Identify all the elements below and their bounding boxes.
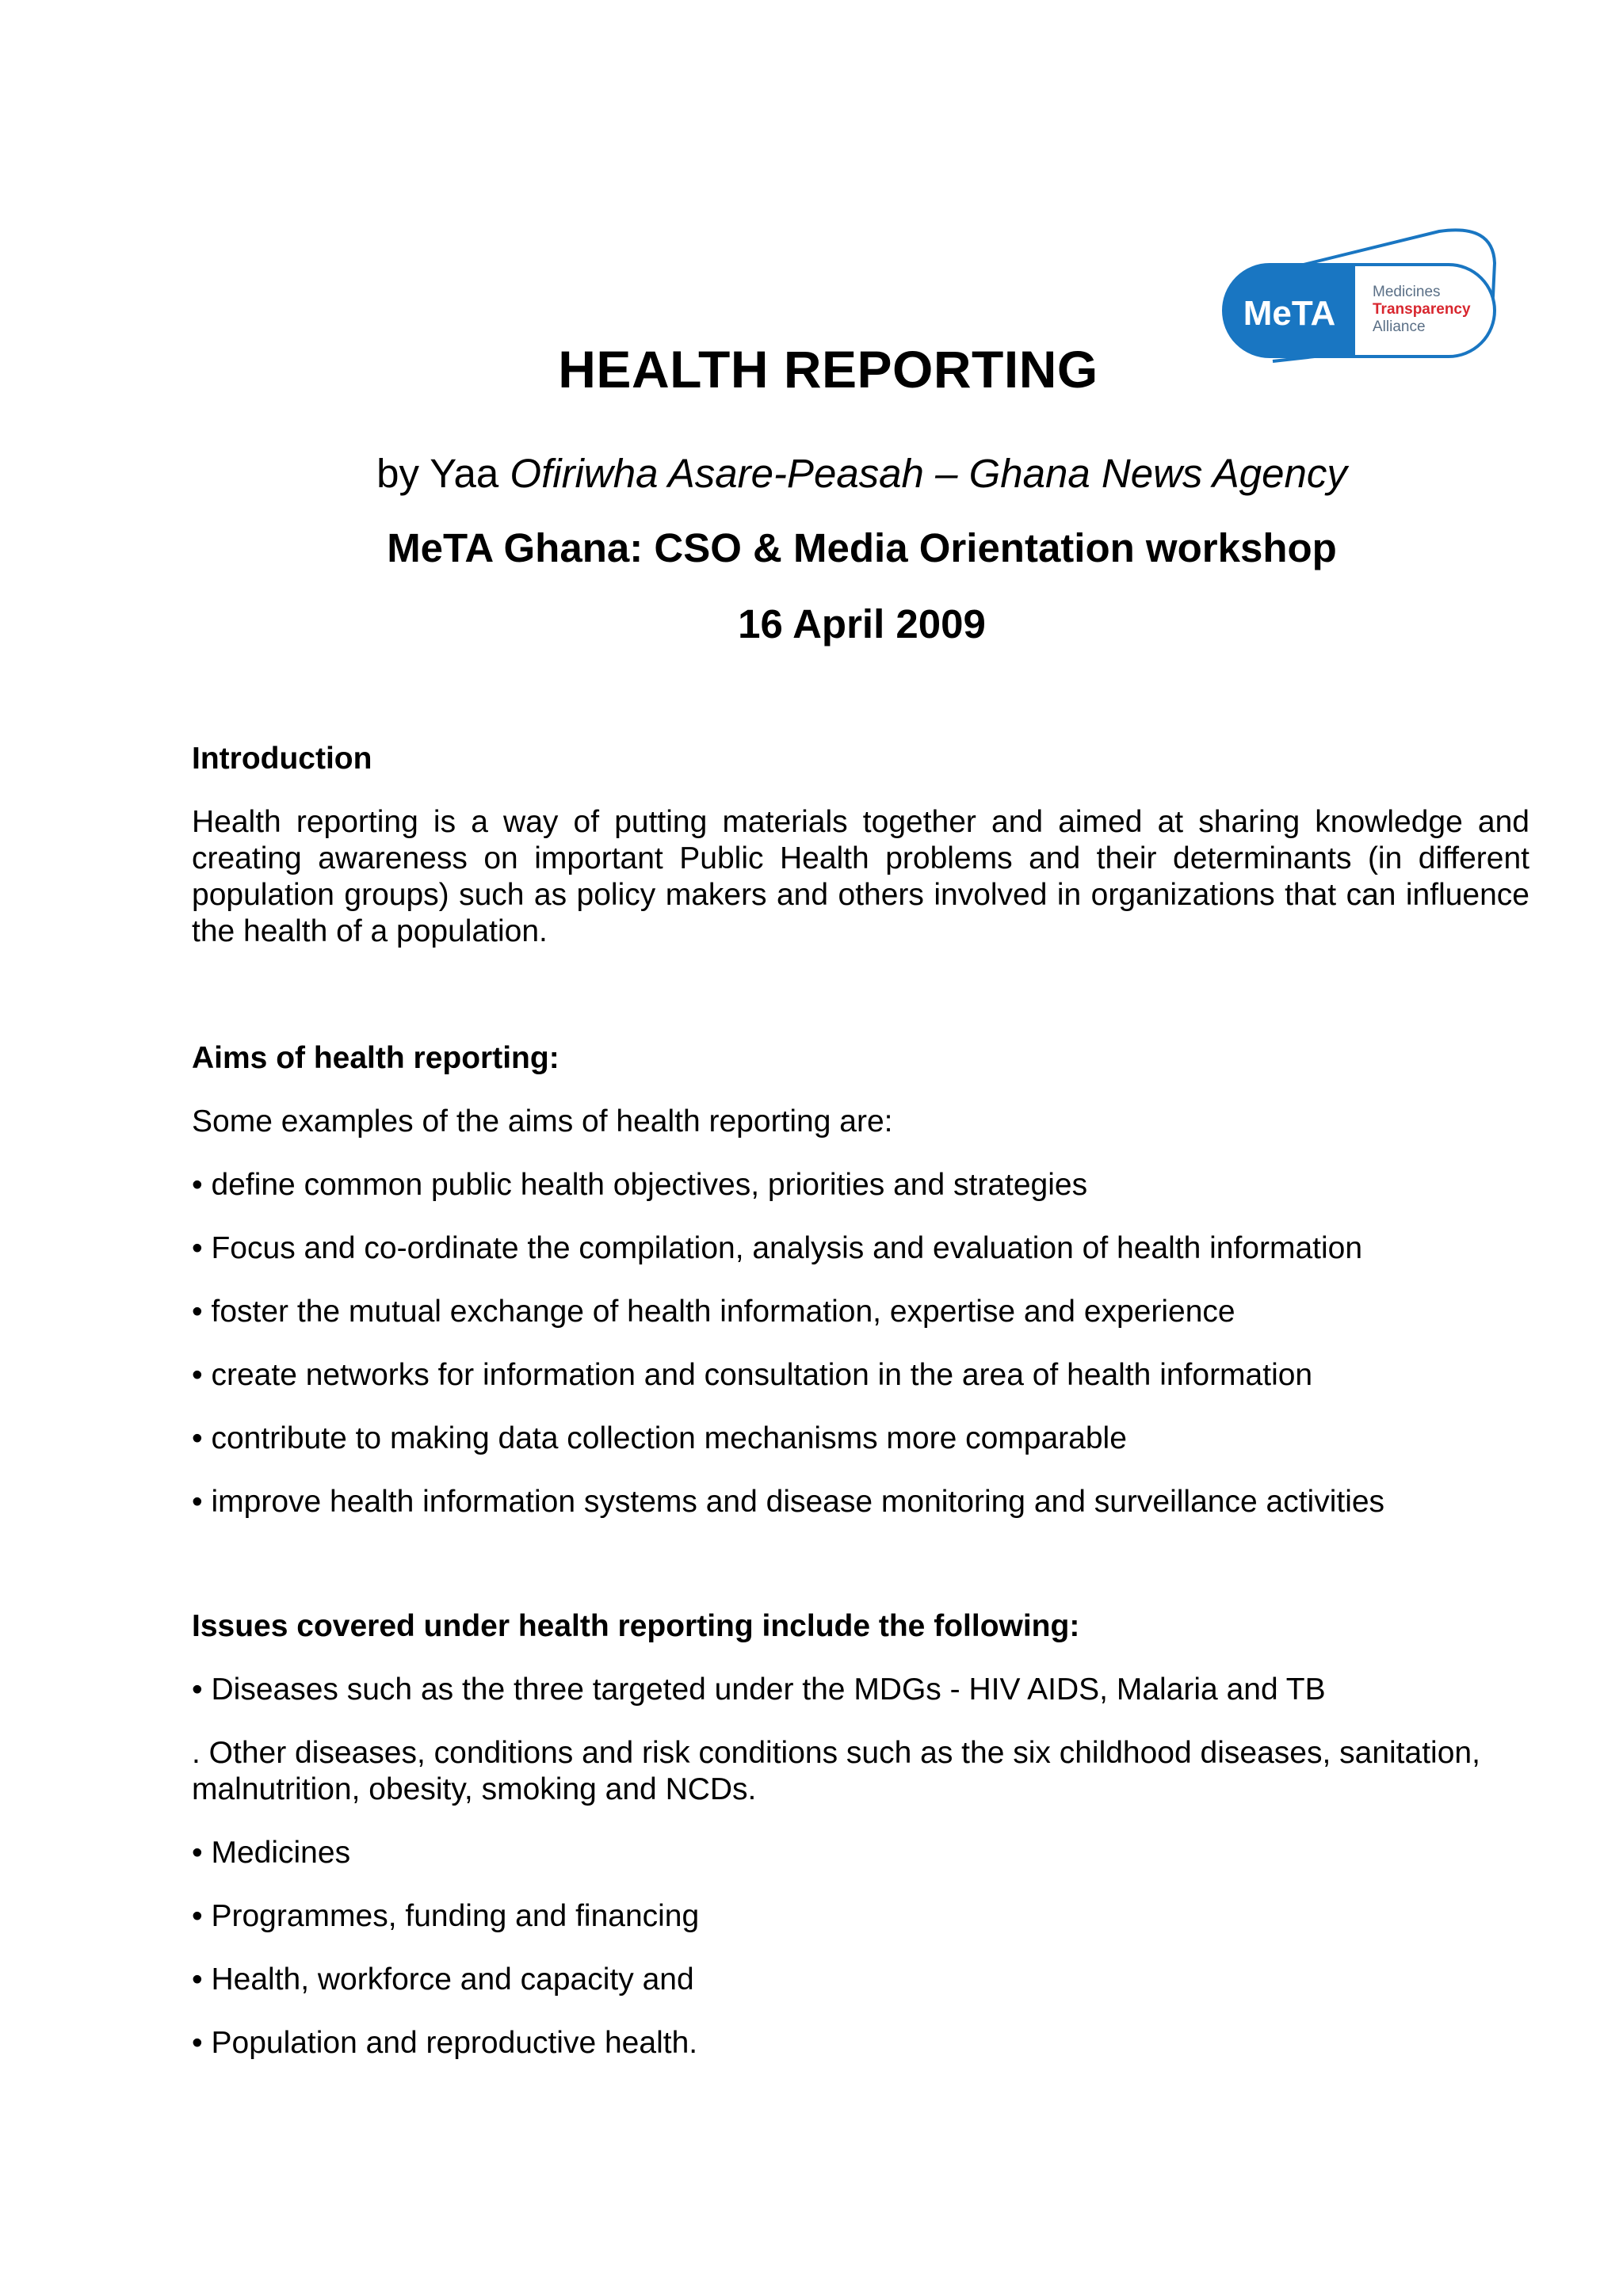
logo-line-alliance: Alliance	[1373, 318, 1426, 335]
page-title: HEALTH REPORTING	[558, 340, 1098, 399]
issues-heading: Issues covered under health reporting include the following:	[192, 1609, 1080, 1643]
document-date: 16 April 2009	[738, 601, 986, 646]
aims-list-item: • Focus and co-ordinate the compilation, analysis and evaluation of health information	[192, 1231, 1363, 1265]
issues-list-item: • Medicines	[192, 1836, 351, 1870]
introduction-heading: Introduction	[192, 742, 372, 776]
aims-heading: Aims of health reporting:	[192, 1041, 559, 1075]
introduction-paragraph: Health reporting is a way of putting materials together and aimed at sharing knowledge and creating awareness on important Public Health problems and their determinants (in different population groups) such as policy makers and others involved in organizations that can influence the health of a population.	[192, 805, 1529, 948]
aims-intro: Some examples of the aims of health reporting are:	[192, 1104, 893, 1138]
aims-list-item: • create networks for information and consultation in the area of health information	[192, 1358, 1313, 1392]
issues-list-item: • Population and reproductive health.	[192, 2026, 698, 2060]
workshop-subtitle: MeTA Ghana: CSO & Media Orientation workshop	[387, 525, 1337, 570]
issues-list-item: • Diseases such as the three targeted under the MDGs - HIV AIDS, Malaria and TB	[192, 1672, 1326, 1707]
byline-author: Ofiriwha Asare-Peasah – Ghana News Agency	[510, 451, 1347, 496]
introduction-section	[192, 741, 1529, 950]
logo-mark-text: MeTA	[1243, 294, 1336, 333]
logo-line-transparency: Transparency	[1373, 301, 1471, 318]
issues-list-item: • Health, workforce and capacity and	[192, 1962, 694, 1997]
aims-list-item: • contribute to making data collection mechanisms more comparable	[192, 1421, 1127, 1455]
issues-list-item: • Programmes, funding and financing	[192, 1899, 700, 1933]
aims-section	[192, 1040, 1529, 1520]
byline	[0, 450, 1623, 497]
byline-prefix: by Yaa	[376, 451, 510, 496]
logo-line-medicines: Medicines	[1373, 284, 1441, 300]
aims-list-item: • foster the mutual exchange of health information, expertise and experience	[192, 1295, 1235, 1329]
issues-list-item: . Other diseases, conditions and risk conditions such as the six childhood diseases, sanitation, malnutrition, obesity, smoking and NCDs.	[192, 1736, 1480, 1806]
aims-list-item: • define common public health objectives, priorities and strategies	[192, 1168, 1088, 1202]
issues-section	[192, 1608, 1529, 2061]
aims-list-item: • improve health information systems and disease monitoring and surveillance activities	[192, 1485, 1385, 1519]
